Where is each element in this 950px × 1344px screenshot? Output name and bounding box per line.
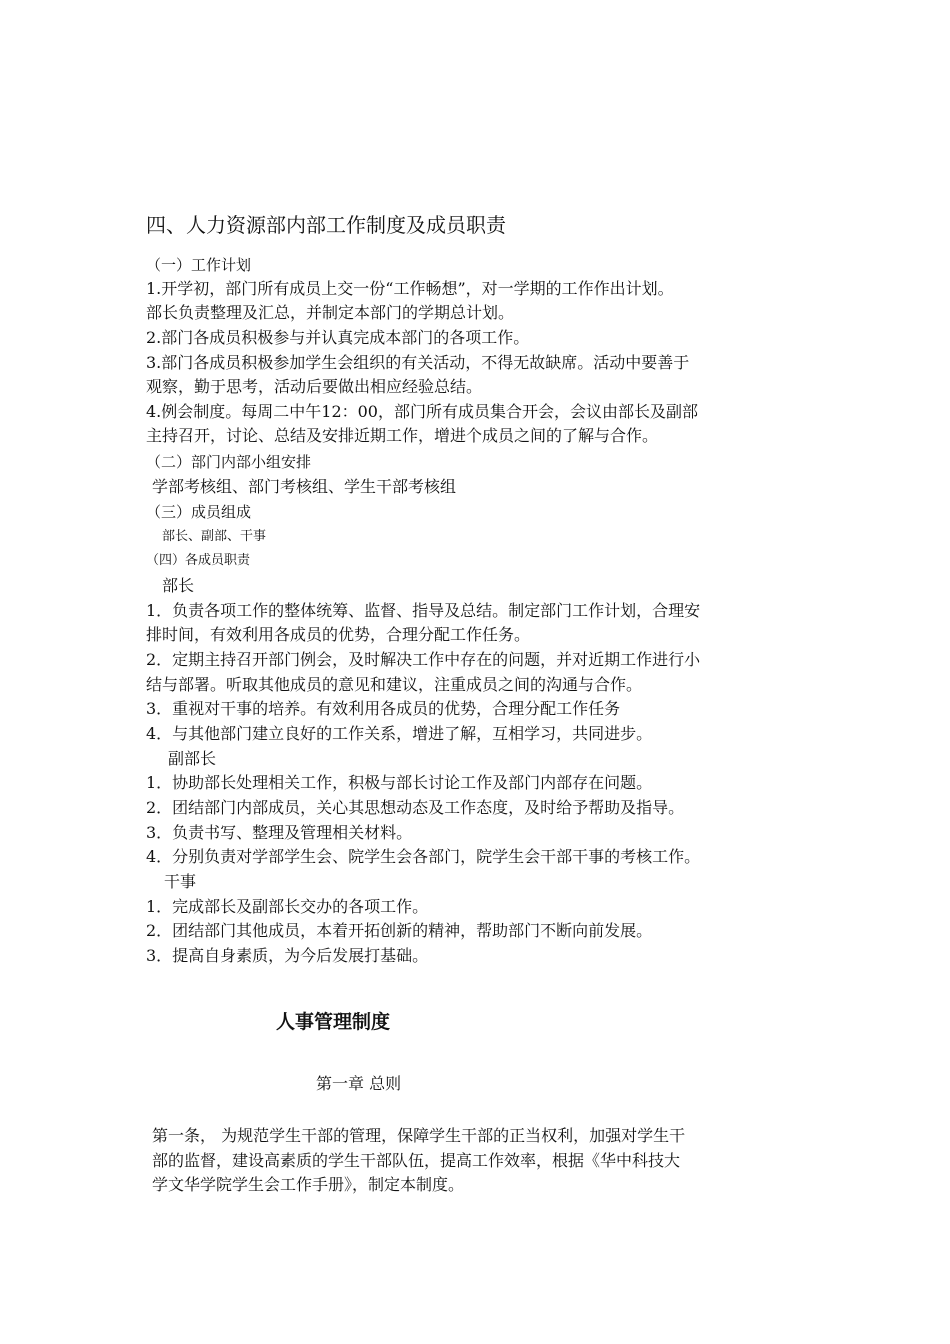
member-composition-content: 部长、副部、干事	[162, 529, 267, 544]
vice-duty-line: 2．团结部门内部成员，关心其思想动态及工作态度，及时给予帮助及指导。	[146, 798, 685, 817]
minister-duty-line: 4．与其他部门建立良好的工作关系，增进了解，互相学习，共同进步。	[146, 724, 653, 743]
work-plan-line: 2.部门各成员积极参与并认真完成本部门的各项工作。	[146, 328, 530, 347]
minister-duty-line: 排时间，有效利用各成员的优势，合理分配工作任务。	[146, 625, 531, 644]
staff-duty-line: 2．团结部门其他成员，本着开拓创新的精神，帮助部门不断向前发展。	[146, 921, 653, 940]
minister-duty-line: 1．负责各项工作的整体统筹、监督、指导及总结。制定部门工作计划，合理安	[146, 601, 701, 620]
staff-duty-line: 1．完成部长及副部长交办的各项工作。	[146, 897, 429, 916]
work-plan-line: 3.部门各成员积极参加学生会组织的有关活动，不得无故缺席。活动中要善于	[146, 353, 690, 372]
work-plan-line: 观察，勤于思考，活动后要做出相应经验总结。	[146, 377, 483, 396]
role-staff: 干事	[164, 872, 197, 891]
section-title: 四、人力资源部内部工作制度及成员职责	[146, 213, 506, 237]
article-one-line: 学文华学院学生会工作手册》，制定本制度。	[152, 1175, 465, 1194]
vice-duty-line: 1．协助部长处理相关工作，积极与部长讨论工作及部门内部存在问题。	[146, 773, 653, 792]
article-one-line: 第一条， 为规范学生干部的管理，保障学生干部的正当权利，加强对学生干	[152, 1126, 686, 1145]
role-vice-minister: 副部长	[168, 749, 217, 768]
work-plan-line: 主持召开，讨论、总结及安排近期工作，增进个成员之间的了解与合作。	[146, 426, 659, 445]
vice-duty-line: 4．分别负责对学部学生会、院学生会各部门，院学生会干部干事的考核工作。	[146, 847, 701, 866]
member-composition-heading: （三）成员组成	[146, 503, 252, 521]
staff-duty-line: 3．提高自身素质，为今后发展打基础。	[146, 946, 429, 965]
article-one-line: 部的监督，建设高素质的学生干部队伍，提高工作效率，根据《华中科技大	[152, 1151, 681, 1170]
work-plan-heading: （一）工作计划	[146, 256, 252, 274]
duties-heading: （四）各成员职责	[146, 553, 251, 568]
work-plan-line: 部长负责整理及汇总，并制定本部门的学期总计划。	[146, 303, 515, 322]
work-plan-line: 4.例会制度。每周二中午12：00，部门所有成员集合开会，会议由部长及副部	[146, 402, 698, 421]
role-minister: 部长	[162, 576, 195, 595]
minister-duty-line: 2．定期主持召开部门例会，及时解决工作中存在的问题，并对近期工作进行小	[146, 650, 701, 669]
minister-duty-line: 结与部署。听取其他成员的意见和建议，注重成员之间的沟通与合作。	[146, 675, 643, 694]
group-arrangement-heading: （二）部门内部小组安排	[146, 453, 312, 471]
group-arrangement-content: 学部考核组、部门考核组、学生干部考核组	[152, 477, 457, 496]
vice-duty-line: 3．负责书写、整理及管理相关材料。	[146, 823, 413, 842]
minister-duty-line: 3．重视对干事的培养。有效利用各成员的优势，合理分配工作任务	[146, 699, 621, 718]
work-plan-line: 1.开学初，部门所有成员上交一份“工作畅想”，对一学期的工作作出计划。	[146, 279, 674, 298]
personnel-title: 人事管理制度	[276, 1011, 391, 1033]
chapter-one-heading: 第一章 总则	[316, 1074, 402, 1093]
